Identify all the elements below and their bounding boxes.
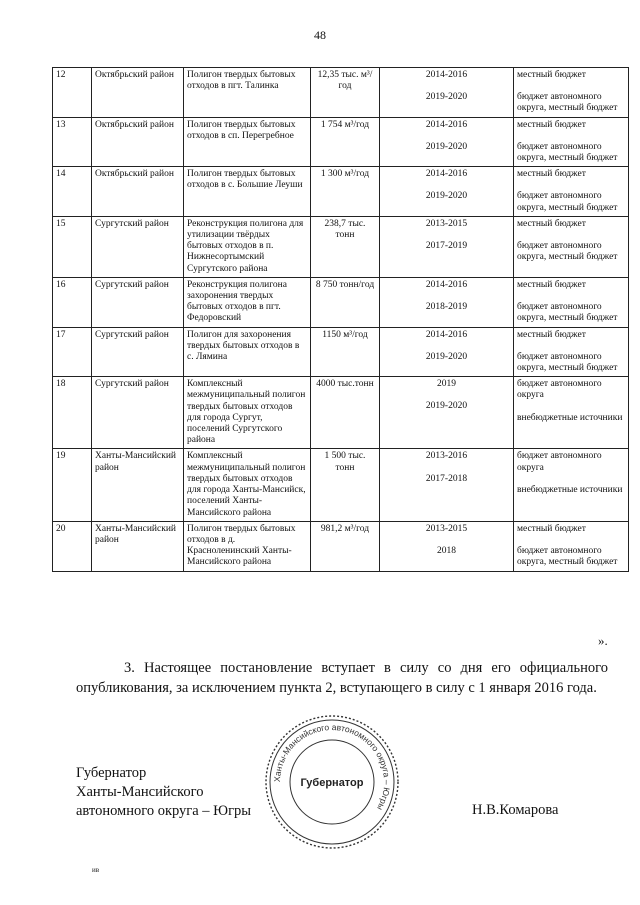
capacity-cell: 8 750 тонн/год [311, 277, 380, 327]
period-2: 2018 [437, 545, 456, 556]
table-row [53, 449, 629, 521]
funding-2: бюджет автономного округа, местный бюджет [517, 302, 618, 324]
table-row [53, 521, 629, 571]
period-2: 2018-2019 [425, 302, 468, 313]
district-cell: Сургутский район [92, 327, 184, 377]
funding-cell [514, 277, 629, 327]
funding-2: внебюджетные источники [517, 484, 623, 495]
table-row [53, 117, 629, 167]
funding-1: местный бюджет [517, 169, 586, 180]
table-row [53, 216, 629, 277]
period-2: 2019-2020 [425, 191, 468, 202]
capacity-cell: 1 754 м³/год [311, 117, 380, 167]
footer-code: ив [92, 866, 100, 874]
period-cell [380, 277, 514, 327]
funding-cell [514, 449, 629, 521]
district-cell: Сургутский район [92, 216, 184, 277]
seal-ring-text: Ханты-Мансийского автономного округа – Югры [271, 721, 393, 812]
district-cell: Ханты-Мансийский район [92, 521, 184, 571]
district-cell: Октябрьский район [92, 167, 184, 217]
period-1: 2014-2016 [425, 169, 468, 180]
capacity-cell: 1150 м³/год [311, 327, 380, 377]
funding-2: бюджет автономного округа, местный бюджет [517, 92, 618, 114]
row-number: 18 [53, 377, 92, 449]
period-1: 2013-2015 [425, 523, 468, 534]
period-2: 2019-2020 [425, 92, 468, 103]
funding-2: внебюджетные источники [517, 412, 623, 423]
funding-1: местный бюджет [517, 523, 586, 534]
funding-1: местный бюджет [517, 70, 586, 80]
period-1: 2014-2016 [425, 119, 468, 130]
period-2: 2019-2020 [425, 401, 468, 412]
object-cell: Полигон для захоронения твердых бытовых отходов в с. Лямина [184, 327, 311, 377]
capacity-cell: 1 500 тыс. тонн [311, 449, 380, 521]
signature-title-line-2: Ханты-Мансийского [76, 784, 204, 800]
funding-1: местный бюджет [517, 119, 586, 130]
district-cell: Октябрьский район [92, 68, 184, 118]
table-row [53, 277, 629, 327]
funding-cell [514, 327, 629, 377]
district-cell: Сургутский район [92, 377, 184, 449]
funding-1: местный бюджет [517, 329, 586, 340]
object-cell: Комплексный межмуниципальный полигон твердых бытовых отходов для города Ханты-Мансийск, поселений Ханты-Мансийского района [184, 449, 311, 521]
object-cell: Реконструкция полигона для утилизации твёрдых бытовых отходов в п. Нижнесортымский Сургутского района [184, 216, 311, 277]
period-1: 2013-2015 [425, 218, 468, 229]
projects-table [52, 67, 629, 572]
object-cell: Полигон твердых бытовых отходов в с. Большие Леуши [184, 167, 311, 217]
period-cell [380, 117, 514, 167]
funding-cell [514, 216, 629, 277]
period-1: 2014-2016 [425, 70, 468, 80]
signature-title-line-1: Губернатор [76, 765, 147, 781]
period-2: 2017-2019 [425, 241, 468, 252]
table-row [53, 327, 629, 377]
object-cell: Полигон твердых бытовых отходов в д. Красноленинский Ханты-Мансийского района [184, 521, 311, 571]
period-cell [380, 327, 514, 377]
capacity-cell: 12,35 тыс. м³/год [311, 68, 380, 118]
funding-cell [514, 167, 629, 217]
object-cell: Полигон твердых бытовых отходов в сп. Перегребное [184, 117, 311, 167]
row-number: 20 [53, 521, 92, 571]
funding-1: бюджет автономного округа [517, 379, 602, 401]
row-number: 12 [53, 68, 92, 118]
page-number: 48 [314, 28, 326, 42]
row-number: 19 [53, 449, 92, 521]
row-number: 14 [53, 167, 92, 217]
funding-2: бюджет автономного округа, местный бюджет [517, 545, 618, 568]
period-2: 2019-2020 [425, 141, 468, 152]
capacity-cell: 981,2 м³/год [311, 521, 380, 571]
funding-1: бюджет автономного округа [517, 451, 602, 473]
row-number: 15 [53, 216, 92, 277]
period-cell [380, 68, 514, 118]
capacity-cell: 1 300 м³/год [311, 167, 380, 217]
funding-2: бюджет автономного округа, местный бюджет [517, 191, 618, 213]
table-row [53, 167, 629, 217]
funding-1: местный бюджет [517, 279, 586, 290]
district-cell: Сургутский район [92, 277, 184, 327]
row-number: 17 [53, 327, 92, 377]
period-cell [380, 377, 514, 449]
object-cell: Комплексный межмуниципальный полигон твердых бытовых отходов для города Сургут, поселений Сургутского района [184, 377, 311, 449]
district-cell: Октябрьский район [92, 117, 184, 167]
period-2: 2019-2020 [425, 351, 468, 362]
period-cell [380, 216, 514, 277]
table-row [53, 377, 629, 449]
period-1: 2014-2016 [425, 279, 468, 290]
capacity-cell: 4000 тыс.тонн [311, 377, 380, 449]
paragraph-3: 3. Настоящее постановление вступает в силу со дня его официального опубликования, за исключением пункта 2, вступающего в силу с 1 января 2016 года. [76, 660, 608, 696]
row-number: 16 [53, 277, 92, 327]
funding-2: бюджет автономного округа, местный бюджет [517, 141, 618, 164]
funding-cell [514, 377, 629, 449]
capacity-cell: 238,7 тыс. тонн [311, 216, 380, 277]
period-1: 2013-2016 [425, 451, 468, 462]
period-cell [380, 521, 514, 571]
closing-quote: ». [598, 633, 608, 648]
signature-title-block [76, 764, 251, 821]
funding-cell [514, 521, 629, 571]
signature-title-line-3: автономного округа – Югры [76, 803, 252, 819]
row-number: 13 [53, 117, 92, 167]
seal-center-text: Губернатор [300, 777, 364, 789]
governor-seal-stamp [262, 712, 402, 852]
signatory-name: Н.В.Комарова [472, 802, 559, 818]
funding-2: бюджет автономного округа, местный бюджет [517, 351, 618, 374]
object-cell: Реконструкция полигона захоронения твердых бытовых отходов в пгт. Федоровский [184, 277, 311, 327]
period-1: 2014-2016 [425, 329, 468, 340]
period-1: 2019 [437, 379, 456, 390]
funding-2: бюджет автономного округа, местный бюджет [517, 241, 618, 263]
district-cell: Ханты-Мансийский район [92, 449, 184, 521]
object-cell: Полигон твердых бытовых отходов в пгт. Талинка [184, 68, 311, 118]
funding-cell [514, 68, 629, 118]
funding-cell [514, 117, 629, 167]
period-cell [380, 167, 514, 217]
table-row [53, 68, 629, 118]
period-2: 2017-2018 [425, 473, 468, 484]
funding-1: местный бюджет [517, 218, 586, 229]
period-cell [380, 449, 514, 521]
